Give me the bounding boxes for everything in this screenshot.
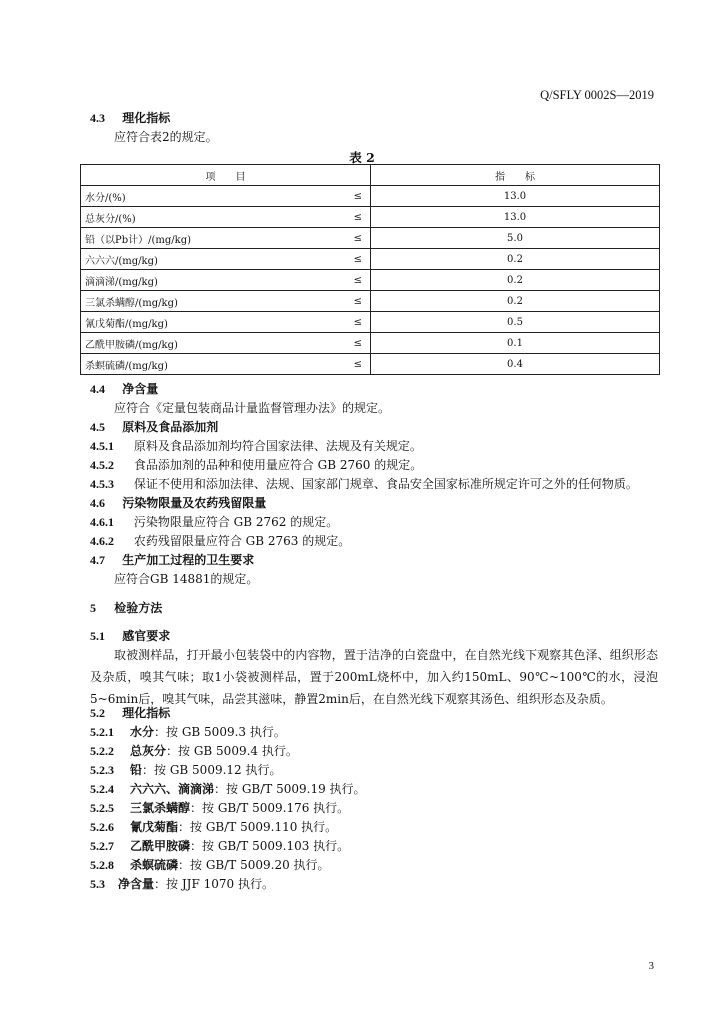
row-relation: ≤ — [328, 186, 371, 207]
clause-number: 4.6.1 — [90, 515, 114, 529]
clause-4-6-1 — [90, 514, 338, 530]
heading-4-3 — [90, 110, 170, 126]
clause-5-2-6 — [90, 819, 337, 835]
clause-text: ：按 GB 5009.3 执行。 — [154, 725, 286, 739]
standard-code: Q/SFLY 0002S—2019 — [540, 88, 654, 102]
clause-5-2-8 — [90, 857, 330, 873]
table-row — [81, 312, 660, 333]
heading-4-5 — [90, 419, 218, 435]
table-row — [81, 291, 660, 312]
clause-text: ：按 GB 5009.12 执行。 — [142, 763, 282, 777]
clause-number: 5.2.5 — [90, 801, 114, 815]
clause-4-6-2 — [90, 533, 350, 549]
clause-5-2-3 — [90, 762, 282, 778]
row-name: 乙酰甲胺磷/(mg/kg) — [81, 333, 329, 354]
row-relation: ≤ — [328, 249, 371, 270]
section-number: 4.3 — [90, 111, 105, 125]
row-relation: ≤ — [328, 291, 371, 312]
clause-number: 5.2.8 — [90, 858, 114, 872]
row-name: 六六六/(mg/kg) — [81, 249, 329, 270]
section-title: 理化指标 — [122, 111, 171, 125]
row-value: 13.0 — [371, 207, 660, 228]
section-number: 5.1 — [90, 629, 105, 643]
clause-text: 食品添加剂的品种和使用量应符合 GB 2760 的规定。 — [133, 458, 423, 472]
clause-text: ：按 GB/T 5009.176 执行。 — [190, 801, 350, 815]
clause-4-5-2 — [90, 457, 422, 473]
clause-4-5-1 — [90, 438, 422, 454]
clause-label: 六六六、滴滴涕 — [130, 782, 215, 796]
heading-5 — [90, 600, 162, 616]
section-title: 生产加工过程的卫生要求 — [122, 553, 255, 567]
clause-number: 5.2.7 — [90, 839, 114, 853]
clause-number: 4.5.2 — [90, 458, 114, 472]
table-row — [81, 207, 660, 228]
row-value: 0.2 — [371, 270, 660, 291]
heading-5-2 — [90, 705, 170, 721]
section-number: 4.4 — [90, 382, 105, 396]
row-value: 0.4 — [371, 354, 660, 375]
clause-label: 三氯杀螨醇 — [130, 801, 191, 815]
row-value: 5.0 — [371, 228, 660, 249]
section-number: 4.7 — [90, 553, 105, 567]
row-name: 滴滴涕/(mg/kg) — [81, 270, 329, 291]
row-name: 三氯杀螨醇/(mg/kg) — [81, 291, 329, 312]
row-name: 水分/(%) — [81, 186, 329, 207]
clause-text: ：按 JJF 1070 执行。 — [154, 877, 274, 891]
table-title: 表 2 — [349, 150, 375, 165]
clause-label: 乙酰甲胺磷 — [130, 839, 191, 853]
row-name: 总灰分/(%) — [81, 207, 329, 228]
clause-text: ：按 GB 5009.4 执行。 — [166, 744, 298, 758]
row-relation: ≤ — [328, 312, 371, 333]
table-row — [81, 270, 660, 291]
table-row — [81, 354, 660, 375]
clause-label: 水分 — [130, 725, 155, 739]
header-item: 项 目 — [81, 165, 371, 186]
section-title: 污染物限量及农药残留限量 — [122, 496, 267, 510]
row-value: 0.2 — [371, 249, 660, 270]
clause-label: 总灰分 — [130, 744, 167, 758]
heading-5-1 — [90, 628, 170, 644]
clause-5-2-7 — [90, 838, 349, 854]
clause-number: 5.3 — [90, 877, 105, 891]
clause-5-3 — [90, 876, 274, 892]
clause-number: 5.2.1 — [90, 725, 114, 739]
clause-5-2-1 — [90, 724, 286, 740]
clause-5-2-2 — [90, 743, 298, 759]
clause-text: 保证不使用和添加法律、法规、国家部门规章、食品安全国家标准所规定许可之外的任何物质。 — [133, 477, 638, 491]
row-relation: ≤ — [328, 354, 371, 375]
row-name: 杀螟硫磷/(mg/kg) — [81, 354, 329, 375]
clause-text: 污染物限量应符合 GB 2762 的规定。 — [133, 515, 339, 529]
heading-4-7 — [90, 552, 254, 568]
table-row — [81, 228, 660, 249]
clause-5-2-4 — [90, 781, 366, 797]
row-value: 0.1 — [371, 333, 660, 354]
section-number: 5.2 — [90, 706, 105, 720]
clause-text: ：按 GB/T 5009.19 执行。 — [214, 782, 366, 796]
table-header-row — [81, 165, 660, 186]
clause-number: 4.5.1 — [90, 439, 114, 453]
section-title: 理化指标 — [122, 706, 171, 720]
clause-label: 氰戊菊酯 — [130, 820, 179, 834]
table-row — [81, 333, 660, 354]
clause-text: ：按 GB/T 5009.20 执行。 — [178, 858, 330, 872]
clause-number: 4.6.2 — [90, 534, 114, 548]
section-number: 4.5 — [90, 420, 105, 434]
clause-text: ：按 GB/T 5009.103 执行。 — [190, 839, 350, 853]
spec-table — [80, 164, 660, 375]
page-number: 3 — [648, 960, 654, 972]
section-title: 原料及食品添加剂 — [122, 420, 219, 434]
clause-label: 铅 — [130, 763, 143, 777]
clause-text: 农药残留限量应符合 GB 2763 的规定。 — [133, 534, 351, 548]
clause-number: 4.5.3 — [90, 477, 114, 491]
clause-number: 5.2.2 — [90, 744, 114, 758]
heading-4-4 — [90, 381, 158, 397]
header-index: 指 标 — [371, 165, 660, 186]
row-relation: ≤ — [328, 228, 371, 249]
heading-4-6 — [90, 495, 266, 511]
clause-label: 净含量 — [118, 877, 155, 891]
clause-5-2-5 — [90, 800, 349, 816]
row-name: 氰戊菊酯/(mg/kg) — [81, 312, 329, 333]
clause-text: 原料及食品添加剂均符合国家法律、法规及有关规定。 — [133, 439, 422, 453]
paragraph-5-1: 取被测样品，打开最小包装袋中的内容物，置于洁净的白瓷盘中，在自然光线下观察其色泽、组织形态及杂质，嗅其气味；取1小袋被测样品，置于200mL烧杯中，加入约150mL、90℃~100℃的水，浸泡5~6min后，嗅其气味，品尝其滋味，静置2min后，在自然光线下观察其汤色、组织形态及杂质。 — [90, 648, 658, 706]
row-value: 0.2 — [371, 291, 660, 312]
paragraph-4-4: 应符合《定量包装商品计量监督管理办法》的规定。 — [114, 401, 391, 415]
row-name: 铅（以Pb计）/(mg/kg) — [81, 228, 329, 249]
row-relation: ≤ — [328, 270, 371, 291]
row-relation: ≤ — [328, 333, 371, 354]
table-row — [81, 186, 660, 207]
clause-number: 5.2.4 — [90, 782, 114, 796]
table-row — [81, 249, 660, 270]
clause-number: 5.2.6 — [90, 820, 114, 834]
section-number: 4.6 — [90, 496, 105, 510]
row-value: 0.5 — [371, 312, 660, 333]
section-title: 净含量 — [122, 382, 159, 396]
clause-4-5-3 — [90, 476, 638, 492]
section-title: 检验方法 — [114, 601, 163, 615]
row-relation: ≤ — [328, 207, 371, 228]
section-title: 感官要求 — [122, 629, 171, 643]
paragraph-4-7: 应符合GB 14881的规定。 — [114, 572, 259, 586]
section-number: 5 — [90, 601, 96, 615]
paragraph-4-3: 应符合表2的规定。 — [114, 130, 218, 144]
clause-label: 杀螟硫磷 — [130, 858, 179, 872]
clause-text: ：按 GB/T 5009.110 执行。 — [178, 820, 338, 834]
row-value: 13.0 — [371, 186, 660, 207]
clause-number: 5.2.3 — [90, 763, 114, 777]
